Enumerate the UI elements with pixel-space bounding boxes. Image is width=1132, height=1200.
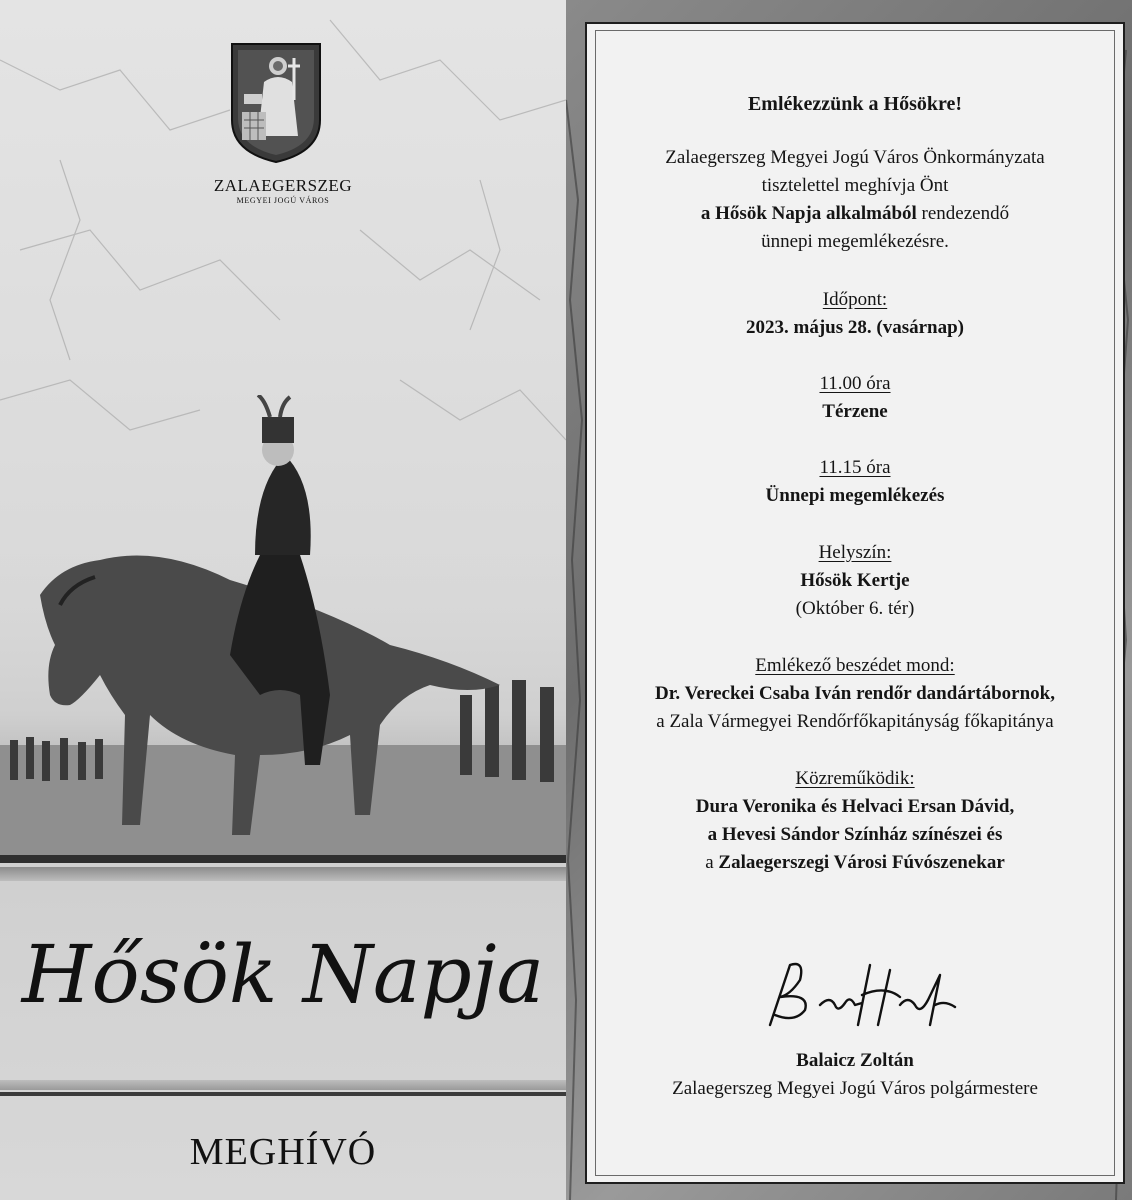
intro-line [585, 202, 1125, 226]
program-item: Térzene [822, 401, 888, 422]
city-name: ZALAEGERSZEG [213, 176, 353, 195]
cover-title-text: Hősök Napja [21, 928, 545, 1021]
intro-text: rendezendő [916, 203, 1010, 224]
intro-line: tisztelettel meghívja Önt [761, 175, 949, 196]
city-coat-of-arms [228, 40, 324, 166]
contributor-line: Dura Veronika és Helvaci Ersan Dávid, [695, 796, 1015, 817]
contributors-label: Közreműködik: [795, 768, 915, 789]
handwritten-signature [750, 955, 970, 1035]
place-value: Hősök Kertje [800, 570, 910, 591]
program-item: Ünnepi megemlékezés [765, 485, 945, 506]
place-label: Helyszín: [818, 542, 892, 563]
cover-title [0, 912, 566, 1032]
time-label: 11.15 óra [819, 457, 891, 478]
place-detail: (Október 6. tér) [795, 598, 915, 619]
date-label: Időpont: [822, 289, 888, 310]
hussar-rider-illustration [0, 395, 566, 855]
signer-title: Zalaegerszeg Megyei Jogú Város polgármestere [672, 1078, 1038, 1099]
contributor-prefix: a [705, 852, 719, 873]
contributor-orchestra: Zalaegerszegi Városi Fúvószenekar [718, 852, 1005, 873]
invitation-heading: Emlékezzünk a Hősökre! [747, 93, 963, 115]
speech-label: Emlékező beszédet mond: [755, 655, 955, 676]
intro-line: ünnepi megemlékezésre. [761, 231, 949, 252]
date-value: 2023. május 28. (vasárnap) [746, 317, 964, 338]
divider-band [0, 867, 566, 881]
contributor-line [585, 851, 1125, 875]
intro-line: Zalaegerszeg Megyei Jogú Város Önkormányzata [665, 147, 1045, 168]
speaker-name: Dr. Vereckei Csaba Iván rendőr dandártábornok, [655, 683, 1055, 704]
contributor-line: a Hevesi Sándor Színház színészei és [707, 824, 1003, 845]
time-label: 11.00 óra [819, 373, 891, 394]
divider-band [0, 855, 566, 863]
divider-band [0, 1092, 566, 1096]
speaker-role: a Zala Vármegyei Rendőrfőkapitányság főkapitánya [656, 711, 1054, 732]
event-name: a Hősök Napja alkalmából [700, 203, 917, 224]
signer-name: Balaicz Zoltán [796, 1050, 914, 1071]
divider-band [0, 1080, 566, 1090]
city-subtitle: MEGYEI JOGÚ VÁROS [236, 196, 330, 205]
invitation-label: MEGHÍVÓ [189, 1131, 377, 1173]
